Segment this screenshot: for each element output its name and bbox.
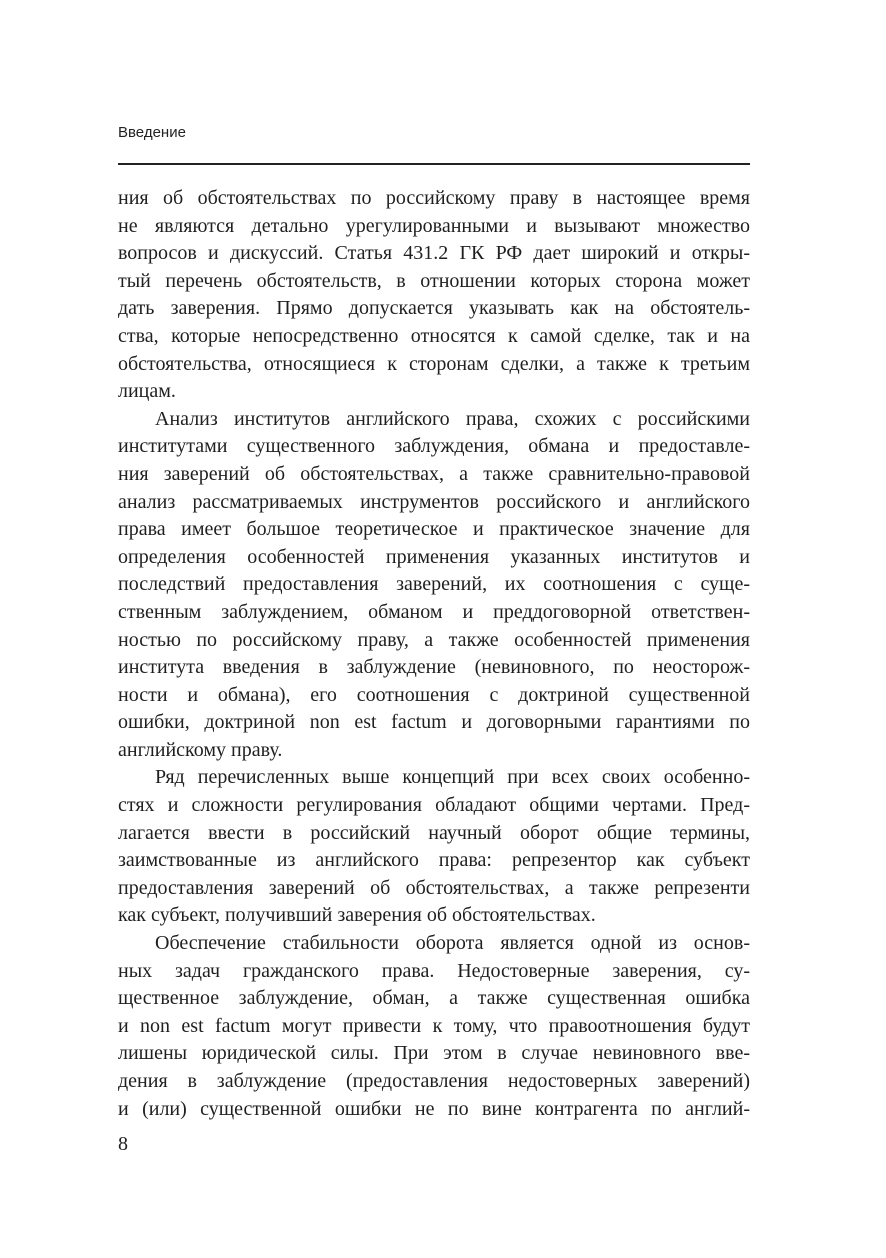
text-line: лишены юридической силы. При этом в случае невиновного вве- (118, 1042, 750, 1065)
body-text (118, 185, 750, 1123)
text-line: ных задач гражданского права. Недостоверные заверения, су- (118, 959, 750, 982)
text-line: предоставления заверений об обстоятельствах, а также репрезенти (118, 876, 750, 899)
paragraph (118, 406, 750, 765)
text-line: ственным заблуждением, обманом и преддоговорной ответствен- (118, 600, 750, 623)
running-head: Введение (118, 124, 186, 141)
text-line: ства, которые непосредственно относятся к самой сделке, так и на (118, 324, 750, 347)
text-line: лицам. (118, 380, 176, 403)
text-line: ностью по российскому праву, а также особенностей применения (118, 628, 750, 651)
text-line: не являются детально урегулированными и вызывают множество (118, 214, 750, 237)
text-line: дать заверения. Прямо допускается указывать как на обстоятель- (118, 297, 750, 320)
text-line: Обеспечение стабильности оборота является одной из основ- (155, 932, 750, 955)
text-line: щественное заблуждение, обман, а также существенная ошибка (118, 987, 750, 1010)
text-line: Анализ институтов английского права, схожих с российскими (155, 407, 750, 430)
text-line: как субъект, получивший заверения об обстоятельствах. (118, 904, 596, 927)
text-line: вопросов и дискуссий. Статья 431.2 ГК РФ дает широкий и откры- (118, 242, 750, 265)
text-line: лагается ввести в российский научный оборот общие термины, (118, 821, 750, 844)
page-number: 8 (118, 1133, 128, 1155)
text-line: Ряд перечисленных выше концепций при всех своих особенно- (155, 766, 750, 789)
text-line: ния заверений об обстоятельствах, а также сравнительно-правовой (118, 462, 750, 485)
text-line: института введения в заблуждение (невиновного, по неосторож- (118, 656, 750, 679)
text-line: определения особенностей применения указанных институтов и (118, 545, 750, 568)
text-line: стях и сложности регулирования обладают общими чертами. Пред- (118, 794, 750, 817)
text-line: ности и обмана), его соотношения с доктриной существенной (118, 683, 750, 706)
text-line: тый перечень обстоятельств, в отношении которых сторона может (118, 269, 750, 292)
header-rule (118, 163, 750, 165)
text-line: институтами существенного заблуждения, обмана и предоставле- (118, 435, 750, 458)
text-line: ошибки, доктриной non est factum и договорными гарантиями по (118, 711, 750, 734)
text-line: обстоятельства, относящиеся к сторонам сделки, а также к третьим (118, 352, 750, 375)
text-line: права имеет большое теоретическое и практическое значение для (118, 518, 750, 541)
text-line: ния об обстоятельствах по российскому праву в настоящее время (118, 187, 750, 209)
text-line: и non est factum могут привести к тому, что правоотношения будут (118, 1014, 750, 1037)
text-line: английскому праву. (118, 738, 283, 761)
paragraph (118, 185, 750, 406)
text-line: и (или) существенной ошибки не по вине контрагента по англий- (118, 1097, 750, 1120)
paragraph (118, 930, 750, 1123)
text-line: анализ рассматриваемых инструментов российского и английского (118, 490, 750, 513)
text-line: последствий предоставления заверений, их соотношения с суще- (118, 573, 750, 596)
paragraph (118, 764, 750, 930)
text-line: заимствованные из английского права: репрезентор как субъект (118, 849, 750, 872)
text-line: дения в заблуждение (предоставления недостоверных заверений) (118, 1070, 750, 1092)
